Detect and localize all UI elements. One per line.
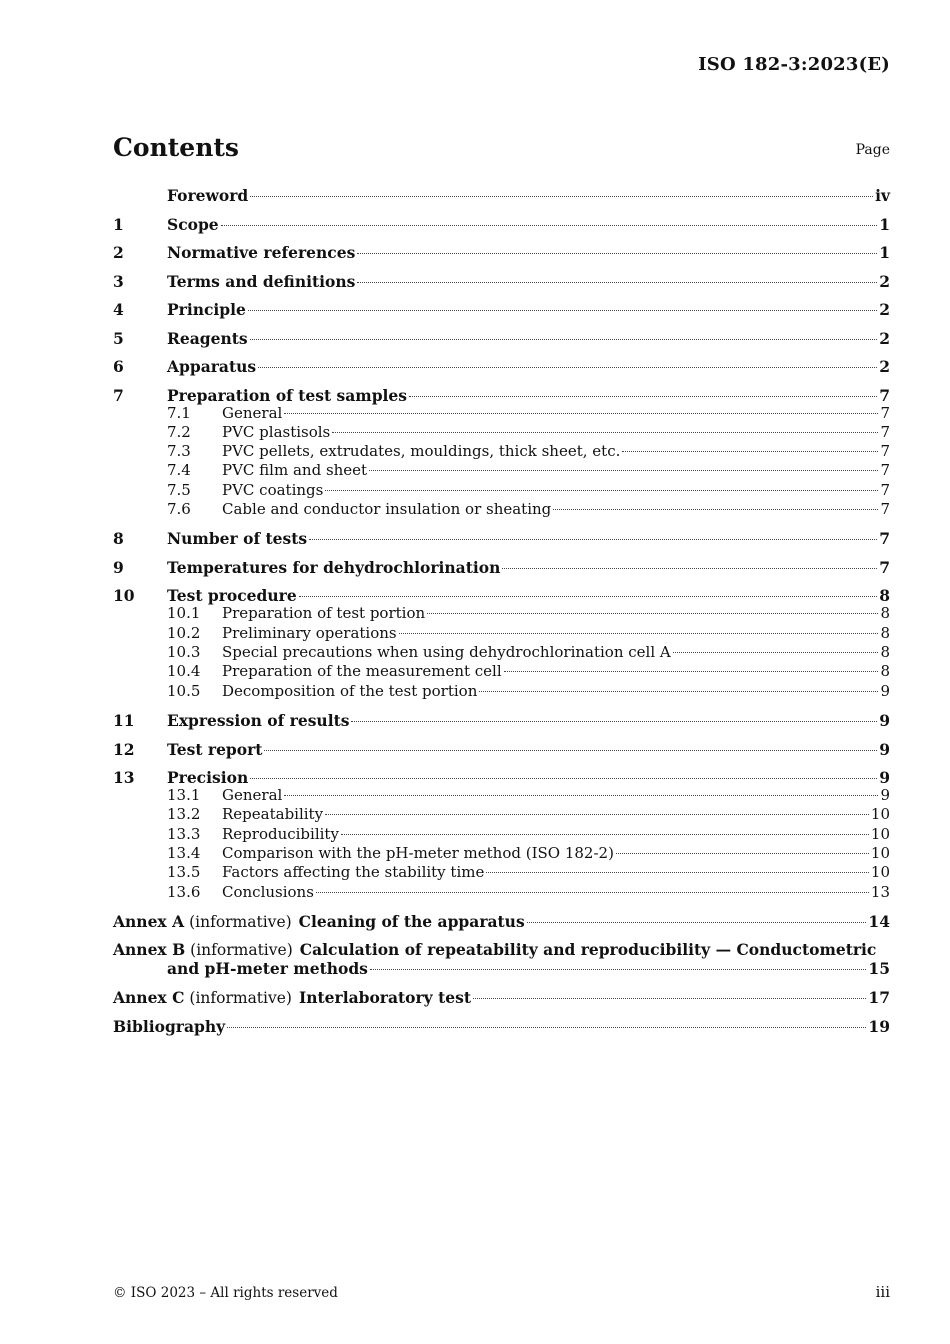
toc-subentry-page: 7 bbox=[880, 442, 890, 461]
footer-copyright: © ISO 2023 – All rights reserved bbox=[113, 1285, 338, 1301]
toc-entry-title: Test procedure bbox=[167, 586, 297, 606]
toc-subentry-title: Preliminary operations bbox=[222, 623, 397, 642]
dot-leader bbox=[284, 795, 878, 796]
annex-title: Cleaning of the apparatus bbox=[298, 912, 525, 932]
table-of-contents bbox=[113, 185, 890, 1044]
toc-subentry[interactable] bbox=[167, 500, 890, 529]
toc-subentry-number: 13.5 bbox=[167, 863, 201, 882]
toc-entry[interactable] bbox=[113, 557, 890, 586]
toc-entry[interactable] bbox=[113, 242, 890, 271]
dot-leader bbox=[351, 721, 877, 722]
toc-subentry-page: 7 bbox=[880, 499, 890, 518]
toc-entry[interactable] bbox=[113, 185, 890, 214]
dot-leader bbox=[504, 671, 879, 672]
annex-line bbox=[113, 911, 890, 933]
toc-subentry-page: 7 bbox=[880, 422, 890, 441]
toc-entry-number: 10 bbox=[113, 586, 135, 606]
toc-entry-number: 13 bbox=[113, 768, 135, 788]
toc-subentry-page: 7 bbox=[880, 461, 890, 480]
toc-entry-title: Scope bbox=[167, 214, 219, 234]
toc-entry-page: 2 bbox=[879, 357, 890, 376]
dot-leader bbox=[399, 633, 879, 634]
toc-subentry-number: 7.4 bbox=[167, 461, 191, 480]
toc-entry[interactable] bbox=[113, 356, 890, 385]
annex-page: 17 bbox=[868, 988, 890, 1008]
toc-subentry[interactable] bbox=[167, 786, 890, 805]
toc-subentry[interactable] bbox=[167, 883, 890, 912]
toc-annex-entry[interactable] bbox=[113, 940, 890, 988]
toc-subentry[interactable] bbox=[167, 442, 890, 461]
annex-title: Calculation of repeatability and reproducibility — Conductometric bbox=[299, 939, 877, 959]
toc-subentry-page: 8 bbox=[880, 604, 890, 623]
toc-subentry-page: 10 bbox=[870, 844, 890, 863]
toc-entry[interactable] bbox=[113, 739, 890, 768]
dot-leader bbox=[250, 339, 878, 340]
toc-subentry-title: PVC film and sheet bbox=[222, 461, 368, 480]
toc-subentry-number: 10.1 bbox=[167, 604, 201, 623]
toc-subentry-page: 9 bbox=[880, 681, 890, 700]
bibliography-title: Bibliography bbox=[113, 1016, 226, 1036]
annex-title-continued: and pH-meter methods bbox=[167, 958, 368, 978]
toc-subentry-number: 7.6 bbox=[167, 499, 191, 518]
toc-entry-title: Principle bbox=[167, 300, 246, 319]
toc-entry-title: Reagents bbox=[167, 328, 248, 348]
annex-label: Annex C bbox=[113, 988, 185, 1008]
toc-subentry-title: PVC plastisols bbox=[222, 422, 331, 441]
dot-leader bbox=[357, 253, 877, 254]
toc-subentry[interactable] bbox=[167, 825, 890, 844]
toc-subentry-title: Preparation of the measurement cell bbox=[222, 662, 502, 681]
dot-leader bbox=[673, 652, 879, 653]
toc-entry[interactable] bbox=[113, 328, 890, 357]
toc-subentry-number: 13.1 bbox=[167, 786, 201, 805]
toc-subentry-number: 10.5 bbox=[167, 681, 201, 700]
toc-entry-number: 1 bbox=[113, 214, 124, 234]
toc-subentry-page: 8 bbox=[880, 623, 890, 642]
toc-subentry-page: 10 bbox=[870, 863, 890, 882]
toc-entry-page: 2 bbox=[879, 328, 890, 348]
dot-leader bbox=[616, 853, 869, 854]
toc-entry-number: 2 bbox=[113, 243, 124, 262]
toc-subentry-number: 7.2 bbox=[167, 422, 191, 441]
toc-entry[interactable] bbox=[113, 767, 890, 786]
dot-leader bbox=[221, 225, 878, 226]
toc-subentry[interactable] bbox=[167, 604, 890, 623]
toc-subentry-page: 9 bbox=[880, 786, 890, 805]
annex-page: 14 bbox=[868, 912, 890, 932]
toc-annex-entry[interactable] bbox=[113, 911, 890, 940]
dot-leader bbox=[264, 750, 877, 751]
toc-subentry-number: 13.6 bbox=[167, 882, 201, 901]
toc-entry[interactable] bbox=[113, 299, 890, 328]
toc-subentry[interactable] bbox=[167, 481, 890, 500]
toc-entry-page: 7 bbox=[879, 385, 890, 405]
toc-subentry-number: 10.2 bbox=[167, 623, 201, 642]
annex-type: (informative) bbox=[189, 913, 292, 932]
toc-entry-title: Preparation of test samples bbox=[167, 385, 408, 405]
toc-subentry-page: 8 bbox=[880, 643, 890, 662]
toc-subentry-title: PVC pellets, extrudates, mouldings, thick sheet, etc. bbox=[222, 442, 621, 461]
toc-subentry-page: 10 bbox=[870, 824, 890, 843]
toc-entry-page: iv bbox=[875, 186, 890, 205]
dot-leader bbox=[357, 282, 877, 283]
toc-entry-number: 3 bbox=[113, 271, 124, 291]
toc-entry-page: 7 bbox=[879, 557, 890, 577]
dot-leader bbox=[316, 892, 869, 893]
annex-first-line bbox=[113, 940, 890, 959]
toc-entry-number: 12 bbox=[113, 739, 135, 759]
document-id: ISO 182-3:2023(E) bbox=[698, 54, 890, 75]
toc-annex-entry[interactable] bbox=[113, 987, 890, 1016]
dot-leader bbox=[309, 539, 877, 540]
annex-page: 15 bbox=[868, 958, 890, 978]
toc-subentry[interactable] bbox=[167, 643, 890, 662]
dot-leader bbox=[622, 451, 878, 452]
annex-type: (informative) bbox=[189, 989, 292, 1008]
dot-leader bbox=[248, 310, 877, 311]
footer-page-number: iii bbox=[875, 1283, 890, 1301]
toc-subentry[interactable] bbox=[167, 423, 890, 442]
dot-leader bbox=[486, 872, 869, 873]
toc-entry-page: 7 bbox=[879, 529, 890, 549]
annex-label: Annex B bbox=[113, 939, 186, 959]
dot-leader bbox=[250, 196, 873, 197]
dot-leader bbox=[479, 691, 878, 692]
toc-entry-title: Precision bbox=[167, 768, 249, 788]
toc-subentry[interactable] bbox=[167, 662, 890, 681]
toc-entry-title: Foreword bbox=[167, 186, 249, 205]
toc-entry-title: Expression of results bbox=[167, 711, 350, 731]
toc-subentry-title: Special precautions when using dehydrochlorination cell A bbox=[222, 643, 671, 662]
toc-entry[interactable] bbox=[113, 710, 890, 739]
dot-leader bbox=[369, 470, 878, 471]
toc-entry-title: Normative references bbox=[167, 243, 356, 262]
toc-subentry[interactable] bbox=[167, 844, 890, 863]
dot-leader bbox=[250, 778, 877, 779]
toc-subentry[interactable] bbox=[167, 404, 890, 423]
dot-leader bbox=[325, 814, 869, 815]
toc-subentry-number: 10.3 bbox=[167, 643, 201, 662]
toc-entry-number: 7 bbox=[113, 385, 124, 405]
toc-subentry-title: Decomposition of the test portion bbox=[222, 681, 478, 700]
dot-leader bbox=[427, 613, 878, 614]
toc-entry-page: 2 bbox=[879, 271, 890, 291]
toc-entry-title: Terms and definitions bbox=[167, 271, 356, 291]
toc-entry-page: 9 bbox=[879, 711, 890, 731]
toc-subentry-title: General bbox=[222, 403, 283, 422]
toc-subentry-page: 7 bbox=[880, 403, 890, 422]
annex-label: Annex A bbox=[113, 912, 185, 932]
dot-leader bbox=[553, 509, 878, 510]
toc-entry[interactable] bbox=[113, 385, 890, 404]
toc-subentry[interactable] bbox=[167, 863, 890, 882]
bibliography-page: 19 bbox=[868, 1016, 890, 1036]
toc-subentry[interactable] bbox=[167, 461, 890, 480]
contents-heading: Contents bbox=[113, 133, 240, 162]
toc-entry-page: 1 bbox=[879, 214, 890, 234]
toc-entry-page: 1 bbox=[879, 243, 890, 262]
dot-leader bbox=[332, 432, 878, 433]
annex-title: Interlaboratory test bbox=[298, 988, 471, 1008]
toc-subentry-page: 8 bbox=[880, 662, 890, 681]
toc-subentry-number: 7.3 bbox=[167, 442, 191, 461]
toc-entry-title: Temperatures for dehydrochlorination bbox=[167, 557, 501, 577]
toc-subentry-title: Conclusions bbox=[222, 882, 314, 901]
toc-subentry-page: 7 bbox=[880, 480, 890, 499]
toc-entry[interactable] bbox=[113, 585, 890, 604]
toc-subentry-number: 13.4 bbox=[167, 844, 201, 863]
dot-leader bbox=[299, 596, 878, 597]
dot-leader bbox=[258, 367, 877, 368]
toc-entry-title: Number of tests bbox=[167, 529, 308, 549]
dot-leader bbox=[227, 1027, 866, 1028]
toc-subentry-number: 13.2 bbox=[167, 805, 201, 824]
toc-subentry-title: Cable and conductor insulation or sheating bbox=[222, 499, 552, 518]
toc-entry-number: 8 bbox=[113, 529, 124, 549]
toc-subentry-number: 7.1 bbox=[167, 403, 191, 422]
toc-subentry-number: 13.3 bbox=[167, 824, 201, 843]
toc-subentry-title: Reproducibility bbox=[222, 824, 339, 843]
toc-entry-title: Apparatus bbox=[167, 357, 257, 376]
page-column-label: Page bbox=[855, 142, 890, 158]
toc-entry-page: 8 bbox=[879, 586, 890, 606]
dot-leader bbox=[341, 834, 869, 835]
toc-entry[interactable] bbox=[113, 214, 890, 243]
toc-subentry-page: 13 bbox=[870, 882, 890, 901]
dot-leader bbox=[284, 413, 878, 414]
toc-entry-number: 4 bbox=[113, 300, 124, 319]
toc-subentry-title: Factors affecting the stability time bbox=[222, 863, 485, 882]
toc-subentry[interactable] bbox=[167, 682, 890, 711]
toc-entry-page: 9 bbox=[879, 739, 890, 759]
toc-subentry-page: 10 bbox=[870, 805, 890, 824]
toc-subentry-title: General bbox=[222, 786, 283, 805]
dot-leader bbox=[527, 922, 867, 923]
toc-entry-number: 5 bbox=[113, 328, 124, 348]
toc-subentry-number: 7.5 bbox=[167, 480, 191, 499]
toc-subentry-title: Preparation of test portion bbox=[222, 604, 426, 623]
toc-entry[interactable] bbox=[113, 271, 890, 300]
dot-leader bbox=[370, 969, 867, 970]
toc-subentry-title: Comparison with the pH-meter method (ISO 182-2) bbox=[222, 844, 614, 863]
toc-bibliography[interactable] bbox=[113, 1016, 890, 1045]
toc-subentry-title: Repeatability bbox=[222, 805, 324, 824]
toc-entry[interactable] bbox=[113, 528, 890, 557]
annex-second-line bbox=[167, 959, 890, 979]
toc-subentry[interactable] bbox=[167, 624, 890, 643]
toc-entry-number: 6 bbox=[113, 357, 124, 376]
toc-entry-page: 2 bbox=[879, 300, 890, 319]
toc-entry-page: 9 bbox=[879, 768, 890, 788]
toc-subentry-number: 10.4 bbox=[167, 662, 201, 681]
toc-entry-title: Test report bbox=[167, 739, 263, 759]
toc-subentry-title: PVC coatings bbox=[222, 480, 324, 499]
dot-leader bbox=[502, 568, 877, 569]
dot-leader bbox=[473, 998, 866, 999]
dot-leader bbox=[409, 396, 877, 397]
toc-entry-number: 9 bbox=[113, 557, 124, 577]
annex-type: (informative) bbox=[190, 940, 293, 959]
annex-line bbox=[113, 987, 890, 1009]
toc-subentry[interactable] bbox=[167, 805, 890, 824]
toc-entry-number: 11 bbox=[113, 711, 135, 731]
dot-leader bbox=[325, 490, 878, 491]
